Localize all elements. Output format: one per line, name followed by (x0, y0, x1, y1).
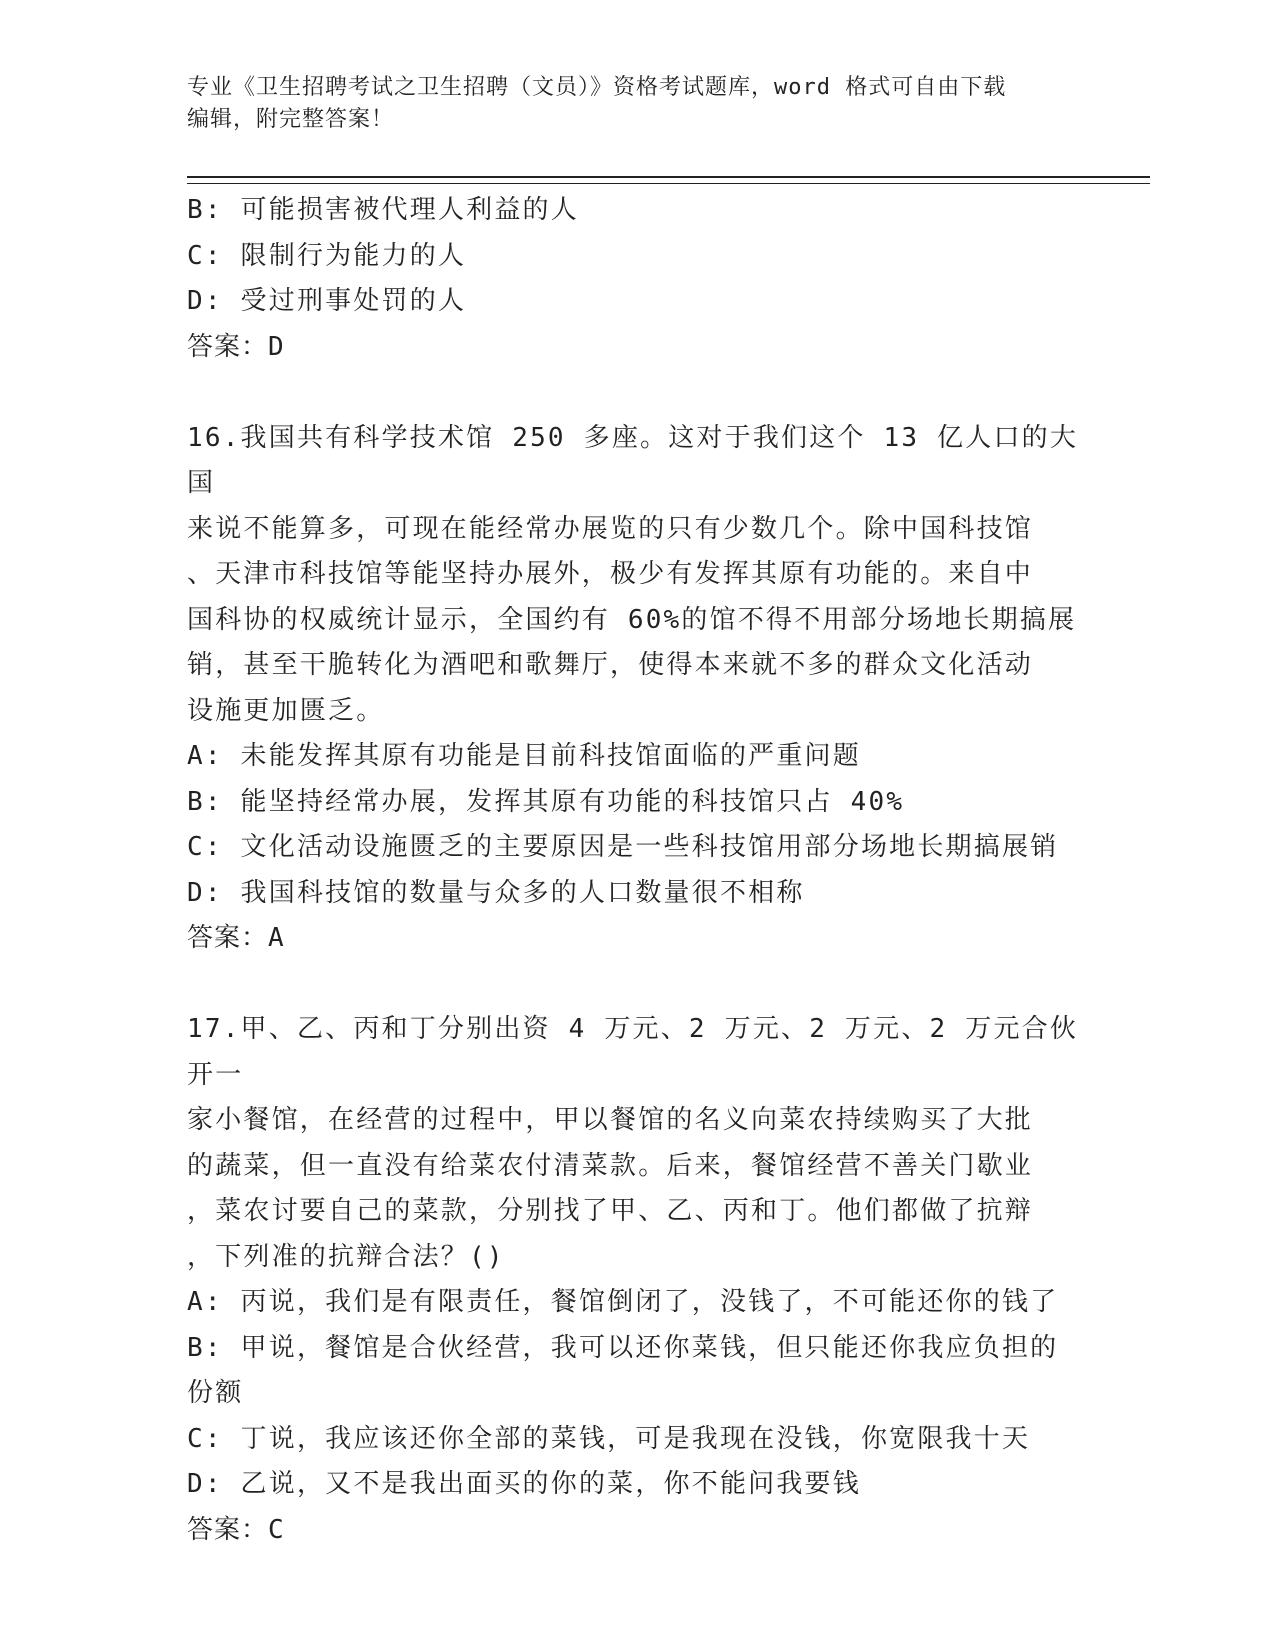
document-body (187, 188, 1087, 1553)
option-d: D: 受过刑事处罚的人 (187, 286, 467, 316)
question-text-line: 、天津市科技馆等能坚持办展外，极少有发挥其原有功能的。来自中 (187, 559, 1034, 589)
question-16 (187, 416, 1087, 962)
answer-line (187, 325, 1087, 371)
answer-line (187, 916, 1087, 962)
answer-value: C (268, 1514, 285, 1545)
option-b: B: 可能损害被代理人利益的人 (187, 195, 579, 225)
answer-label: 答案： (187, 923, 269, 953)
question-text-line: 家小餐馆，在经营的过程中，甲以餐馆的名义向菜农持续购买了大批 (187, 1105, 1034, 1135)
option-a: A: 丙说，我们是有限责任，餐馆倒闭了，没钱了，不可能还你的钱了 (187, 1287, 1059, 1317)
answer-line (187, 1508, 1087, 1554)
question-17 (187, 1007, 1087, 1553)
option-d: D: 乙说，又不是我出面买的你的菜，你不能问我要钱 (187, 1469, 861, 1499)
option-b: B: 甲说，餐馆是合伙经营，我可以还你菜钱，但只能还你我应负担的 (187, 1332, 1059, 1363)
header-divider-thick (187, 176, 1150, 178)
question-text-line: 的蔬菜，但一直没有给菜农付清菜款。后来，餐馆经营不善关门歇业 (187, 1150, 1034, 1181)
question-text-line: 设施更加匮乏。 (187, 695, 385, 726)
answer-label: 答案： (187, 1514, 269, 1545)
question-text-line: 来说不能算多，可现在能经常办展览的只有少数几个。除中国科技馆 (187, 513, 1034, 544)
document-header (187, 72, 1067, 136)
question-text-line: 国科协的权威统计显示，全国约有 60%的馆不得不用部分场地长期搞展 (187, 604, 1077, 635)
option-b-continuation: 份额 (187, 1378, 244, 1408)
header-title-line-2: 编辑，附完整答案！ (187, 107, 395, 132)
question-15-tail (187, 188, 1087, 370)
spacer (187, 370, 1087, 416)
answer-value: A (268, 923, 285, 953)
question-text-line: 17.甲、乙、丙和丁分别出资 4 万元、2 万元、2 万元、2 万元合伙开一 (187, 1014, 1079, 1090)
option-b: B: 能坚持经常办展，发挥其原有功能的科技馆只占 40% (187, 786, 905, 817)
option-d: D: 我国科技馆的数量与众多的人口数量很不相称 (187, 877, 805, 908)
option-c: C: 文化活动设施匮乏的主要原因是一些科技馆用部分场地长期搞展销 (187, 832, 1059, 862)
question-text-line: 销，甚至干脆转化为酒吧和歌舞厅，使得本来就不多的群众文化活动 (187, 650, 1034, 680)
question-text-line: 16.我国共有科学技术馆 250 多座。这对于我们这个 13 亿人口的大国 (187, 422, 1079, 498)
option-c: C: 丁说，我应该还你全部的菜钱，可是我现在没钱，你宽限我十天 (187, 1423, 1031, 1454)
header-divider-thin (187, 183, 1150, 184)
question-text-line: ，菜农讨要自己的菜款，分别找了甲、乙、丙和丁。他们都做了抗辩 (187, 1196, 1034, 1226)
answer-value: D (268, 331, 285, 362)
question-text-line: ，下列准的抗辩合法？() (187, 1241, 505, 1272)
option-c: C: 限制行为能力的人 (187, 240, 467, 271)
option-a: A: 未能发挥其原有功能是目前科技馆面临的严重问题 (187, 741, 861, 771)
spacer (187, 962, 1087, 1008)
header-title-line-1: 专业《卫生招聘考试之卫生招聘（文员）》资格考试题库，word 格式可自由下载 (187, 75, 1007, 100)
answer-label: 答案： (187, 331, 269, 362)
